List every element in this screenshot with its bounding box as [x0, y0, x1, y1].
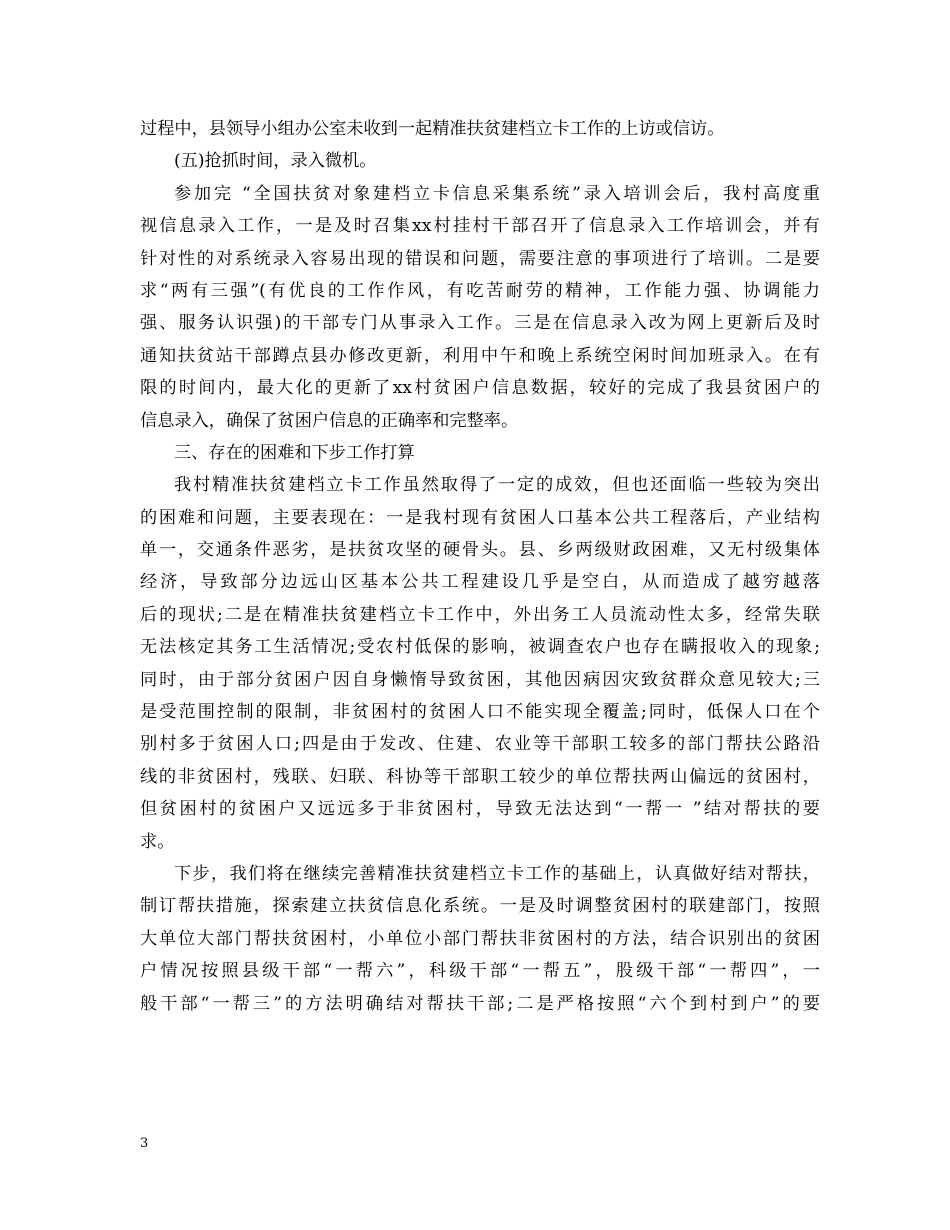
text-line: 针对性的对系统录入容易出现的错误和问题，需要注意的事项进行了培训。二是要	[140, 248, 820, 269]
text-line: 别村多于贫困人口;四是由于发改、住建、农业等干部职工较多的部门帮扶公路沿	[140, 734, 820, 755]
text-line: 信息录入，确保了贫困户信息的正确率和完整率。	[140, 410, 519, 431]
text-line: 是受范围控制的限制，非贫困村的贫困人口不能实现全覆盖;同时，低保人口在个	[140, 702, 820, 723]
text-line: 般干部“一帮三”的方法明确结对帮扶干部;二是严格按照“六个到村到户”的要	[140, 993, 820, 1014]
text-line: 强、服务认识强)的干部专门从事录入工作。三是在信息录入改为网上更新后及时	[140, 313, 820, 334]
text-line: 求。	[140, 831, 175, 852]
text-line: 通知扶贫站干部蹲点县办修改更新，利用中午和晚上系统空闲时间加班录入。在有	[140, 345, 820, 366]
text-line: 三、存在的困难和下步工作打算	[174, 442, 415, 463]
text-line: (五)抢抓时间，录入微机。	[174, 151, 377, 172]
text-line: 线的非贫困村，残联、妇联、科协等干部职工较少的单位帮扶两山偏远的贫困村，	[140, 766, 820, 787]
text-line: 参加完 “全国扶贫对象建档立卡信息采集系统”录入培训会后，我村高度重	[174, 183, 820, 204]
text-line: 下步，我们将在继续完善精准扶贫建档立卡工作的基础上，认真做好结对帮扶，	[174, 863, 820, 884]
text-line: 过程中，县领导小组办公室未收到一起精准扶贫建档立卡工作的上访或信访。	[140, 119, 725, 139]
text-line: 大单位大部门帮扶贫困村，小单位小部门帮扶非贫困村的方法，结合识别出的贫困	[140, 928, 820, 949]
text-line: 无法核定其务工生活情况;受农村低保的影响，被调查农户也存在瞒报收入的现象;	[140, 637, 820, 658]
text-line: 视信息录入工作，一是及时召集xx村挂村干部召开了信息录入工作培训会，并有	[140, 216, 820, 237]
text-line: 求“两有三强”(有优良的工作作风，有吃苦耐劳的精神，工作能力强、协调能力	[140, 280, 820, 301]
text-line: 我村精准扶贫建档立卡工作虽然取得了一定的成效，但也还面临一些较为突出	[174, 475, 820, 496]
text-line: 的困难和问题，主要表现在：一是我村现有贫困人口基本公共工程落后，产业结构	[140, 507, 820, 528]
text-line: 单一，交通条件恶劣，是扶贫攻坚的硬骨头。县、乡两级财政困难，又无村级集体	[140, 540, 820, 561]
text-line: 制订帮扶措施，探索建立扶贫信息化系统。一是及时调整贫困村的联建部门，按照	[140, 896, 820, 917]
text-line: 限的时间内，最大化的更新了xx村贫困户信息数据，较好的完成了我县贫困户的	[140, 378, 820, 399]
document-body	[140, 113, 820, 1020]
text-line: 后的现状;二是在精准扶贫建档立卡工作中，外出务工人员流动性太多，经常失联	[140, 604, 820, 625]
text-line: 但贫困村的贫困户又远远多于非贫困村，导致无法达到“一帮一 ”结对帮扶的要	[140, 799, 820, 820]
page-number: 3	[140, 1136, 149, 1151]
text-line: 户情况按照县级干部“一帮六”，科级干部“一帮五”，股级干部“一帮四”，一	[140, 961, 820, 982]
text-line: 经济，导致部分边远山区基本公共工程建设几乎是空白，从而造成了越穷越落	[140, 572, 820, 593]
text-line: 同时，由于部分贫困户因自身懒惰导致贫困，其他因病因灾致贫群众意见较大;三	[140, 669, 820, 690]
